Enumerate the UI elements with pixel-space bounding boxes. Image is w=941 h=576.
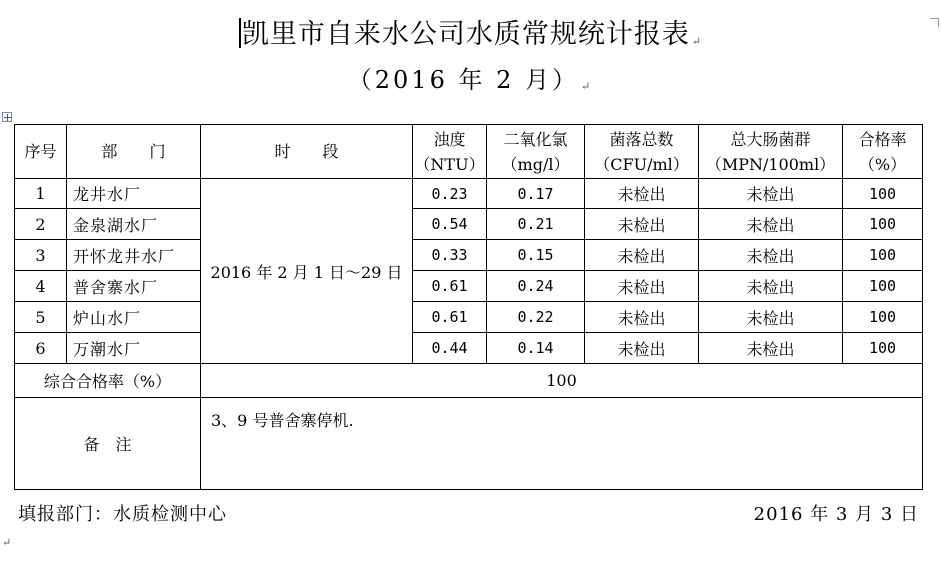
header-coliform[interactable]: 总大肠菌群 （MPN/100ml） (699, 125, 843, 179)
table-move-handle-icon[interactable] (2, 112, 12, 122)
header-pass-rate[interactable]: 合格率 （%） (843, 125, 923, 179)
cell-pass-rate[interactable]: 100 (843, 271, 923, 302)
cell-dept[interactable]: 普舍寨水厂 (67, 271, 201, 302)
water-quality-table[interactable] (14, 124, 923, 490)
cell-pass-rate[interactable]: 100 (843, 302, 923, 333)
header-seq[interactable]: 序号 (15, 125, 67, 179)
report-subtitle-text: （2016 年 2 月） (347, 66, 579, 94)
cell-turbidity[interactable]: 0.61 (413, 271, 487, 302)
cell-turbidity[interactable]: 0.54 (413, 209, 487, 240)
cell-dept[interactable]: 开怀龙井水厂 (67, 240, 201, 271)
cell-chlorine[interactable]: 0.17 (487, 179, 585, 209)
header-turbidity[interactable]: 浊度 （NTU） (413, 125, 487, 179)
table-row (15, 179, 923, 209)
cell-seq[interactable]: 6 (15, 333, 67, 364)
cell-turbidity[interactable]: 0.33 (413, 240, 487, 271)
report-title[interactable] (0, 12, 941, 51)
cell-bacteria[interactable]: 未检出 (585, 209, 699, 240)
cell-dept[interactable]: 金泉湖水厂 (67, 209, 201, 240)
cell-period[interactable]: 2016 年 2 月 1 日～29 日 (201, 179, 413, 364)
remark-label-cell[interactable]: 备 注 (15, 398, 201, 490)
paragraph-mark: ↵ (691, 35, 703, 48)
cell-turbidity[interactable]: 0.61 (413, 302, 487, 333)
report-subtitle[interactable] (0, 60, 941, 95)
cell-pass-rate[interactable]: 100 (843, 179, 923, 209)
cell-seq[interactable]: 4 (15, 271, 67, 302)
overall-value-cell[interactable]: 100 (201, 364, 923, 398)
cell-dept[interactable]: 万潮水厂 (67, 333, 201, 364)
cell-dept[interactable]: 炉山水厂 (67, 302, 201, 333)
table-row (15, 240, 923, 271)
reporting-department: 填报部门：水质检测中心 (18, 504, 227, 525)
table-row (15, 302, 923, 333)
overall-label-cell[interactable]: 综合合格率（%） (15, 364, 201, 398)
cell-pass-rate[interactable]: 100 (843, 240, 923, 271)
remark-text-cell[interactable]: 3、9 号普舍寨停机. (201, 398, 923, 490)
cell-turbidity[interactable]: 0.44 (413, 333, 487, 364)
cell-turbidity[interactable]: 0.23 (413, 179, 487, 209)
cell-pass-rate[interactable]: 100 (843, 209, 923, 240)
table-row (15, 333, 923, 364)
cell-coliform[interactable]: 未检出 (699, 271, 843, 302)
cell-dept[interactable]: 龙井水厂 (67, 179, 201, 209)
end-paragraph-mark: ↵ (2, 536, 12, 549)
table-header-row (15, 125, 923, 179)
table-row (15, 209, 923, 240)
cell-seq[interactable]: 2 (15, 209, 67, 240)
cell-coliform[interactable]: 未检出 (699, 179, 843, 209)
cell-bacteria[interactable]: 未检出 (585, 271, 699, 302)
cell-chlorine[interactable]: 0.14 (487, 333, 585, 364)
cell-seq[interactable]: 1 (15, 179, 67, 209)
cell-bacteria[interactable]: 未检出 (585, 240, 699, 271)
header-dept[interactable]: 部 门 (67, 125, 201, 179)
text-cursor (239, 18, 241, 48)
cell-chlorine[interactable]: 0.21 (487, 209, 585, 240)
cell-chlorine[interactable]: 0.22 (487, 302, 585, 333)
report-title-text: 凯里市自来水公司水质常规统计报表 (241, 19, 690, 50)
report-date: 2016 年 3 月 3 日 (753, 504, 919, 525)
cell-coliform[interactable]: 未检出 (699, 209, 843, 240)
cell-bacteria[interactable]: 未检出 (585, 179, 699, 209)
remark-row (15, 398, 923, 490)
paragraph-mark: ↵ (581, 80, 594, 93)
overall-row (15, 364, 923, 398)
cell-coliform[interactable]: 未检出 (699, 302, 843, 333)
cell-seq[interactable]: 3 (15, 240, 67, 271)
cell-pass-rate[interactable]: 100 (843, 333, 923, 364)
cell-coliform[interactable]: 未检出 (699, 240, 843, 271)
header-bacteria[interactable]: 菌落总数 （CFU/ml） (585, 125, 699, 179)
header-chlorine[interactable]: 二氧化氯 （mg/l） (487, 125, 585, 179)
cell-bacteria[interactable]: 未检出 (585, 302, 699, 333)
table-row (15, 271, 923, 302)
cell-chlorine[interactable]: 0.15 (487, 240, 585, 271)
cell-bacteria[interactable]: 未检出 (585, 333, 699, 364)
cell-coliform[interactable]: 未检出 (699, 333, 843, 364)
header-period[interactable]: 时 段 (201, 125, 413, 179)
cell-chlorine[interactable]: 0.24 (487, 271, 585, 302)
cell-seq[interactable]: 5 (15, 302, 67, 333)
